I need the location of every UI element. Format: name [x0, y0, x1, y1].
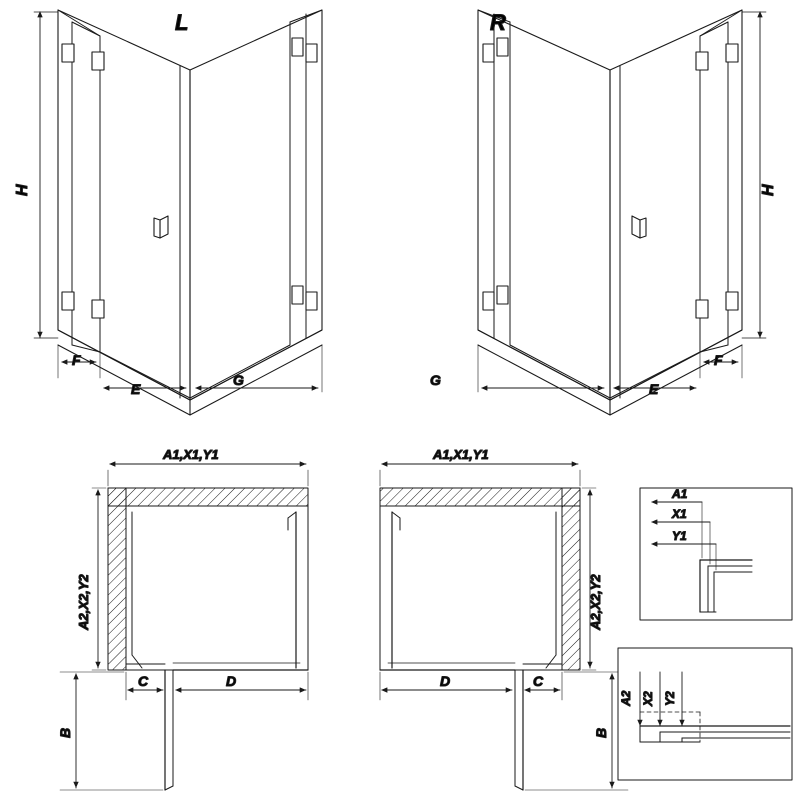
iso-left-label-H: H [14, 184, 31, 196]
iso-right-label-G: G [430, 372, 441, 388]
detail-view-bottom [618, 648, 792, 780]
iso-left-label-G: G [233, 372, 244, 388]
plan-right-side-dim: A2,X2,Y2 [588, 574, 603, 630]
plan-view-left [57, 447, 308, 790]
iso-left-label-E: E [131, 381, 141, 397]
plan-right-dim-B: B [593, 727, 609, 738]
iso-view-right [430, 10, 777, 415]
plan-left-dim-B: B [57, 727, 73, 738]
detail-top-label-Y1: Y1 [672, 529, 687, 543]
detail-bottom-label-Y2: Y2 [663, 691, 677, 706]
detail-bottom-label-A2: A2 [619, 690, 633, 706]
plan-left-dim-C: C [138, 673, 149, 689]
plan-right-dim-C: C [533, 673, 544, 689]
iso-right-label-H: H [760, 184, 777, 196]
plan-view-right [380, 447, 628, 790]
iso-right-variant-label: R [490, 10, 506, 35]
plan-left-dim-D: D [226, 673, 237, 689]
plan-left-side-dim: A2,X2,Y2 [76, 574, 91, 630]
detail-top-label-A1: A1 [672, 487, 688, 501]
iso-left-variant-label: L [175, 10, 189, 35]
iso-right-label-E: E [649, 381, 659, 397]
iso-view-left [14, 10, 322, 415]
plan-right-dim-D: D [440, 673, 451, 689]
detail-view-top [640, 487, 792, 620]
plan-right-top-dim: A1,X1,Y1 [433, 447, 489, 462]
iso-left-label-F: F [72, 352, 81, 368]
detail-top-label-X1: X1 [672, 507, 687, 521]
detail-bottom-label-X2: X2 [641, 691, 655, 706]
iso-right-label-F: F [714, 352, 723, 368]
plan-left-top-dim: A1,X1,Y1 [163, 447, 219, 462]
